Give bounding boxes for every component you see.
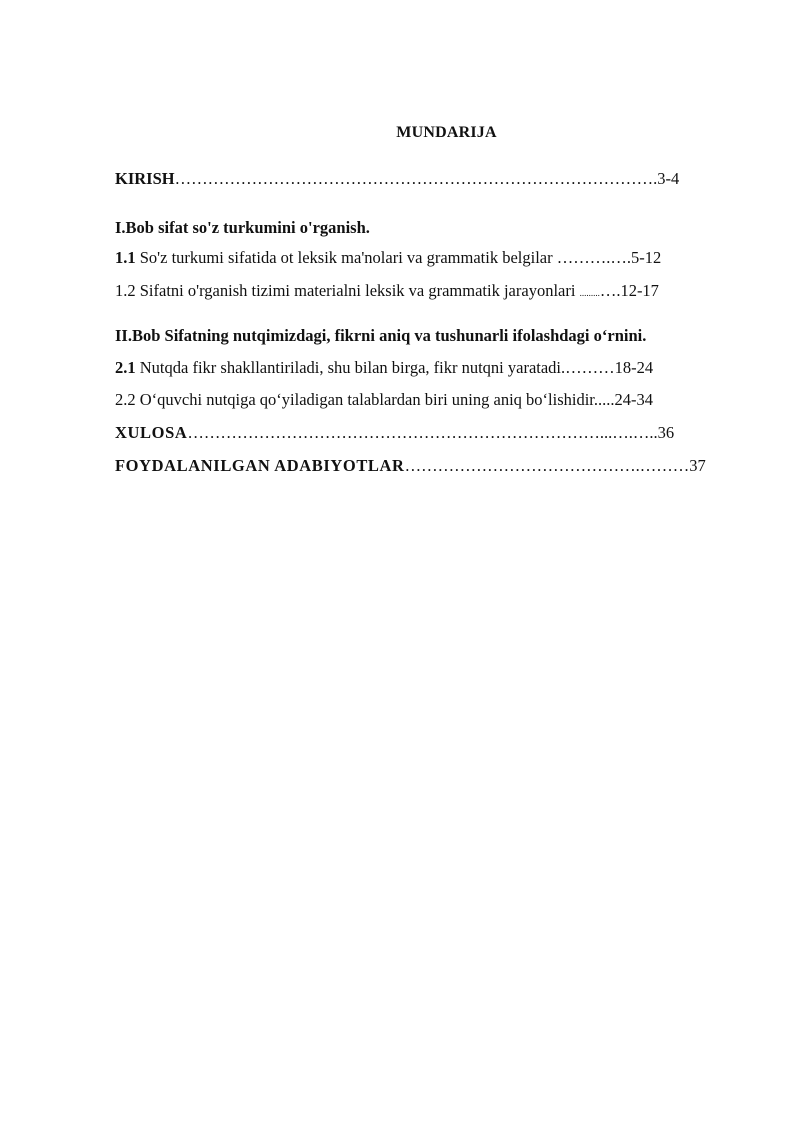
toc-leader-small: ......... (579, 288, 600, 298)
chapter-1-heading: I.Bob sifat so'z turkumini o'rganish. (115, 218, 370, 237)
section-title: So'z turkumi sifatida ot leksik ma'nolari va grammatik belgilar ……….…. (135, 248, 631, 267)
toc-leader: …………………………………………………………………...….….. (187, 423, 658, 442)
toc-entry-label: XULOSA (115, 423, 188, 442)
toc-page-range: 36 (657, 423, 675, 442)
toc-entry-2-2 (115, 390, 653, 410)
section-title: Nutqda fikr shakllantiriladi, shu bilan birga, fikr nutqni yaratadi.……… (135, 358, 615, 377)
toc-entry-label: KIRISH (115, 169, 175, 188)
toc-entry-xulosa (115, 423, 674, 443)
section-title: 1.2 Sifatni o'rganish tizimi materialni leksik va grammatik jarayonlari (115, 281, 580, 300)
section-title: 2.2 O‘quvchi nutqiga qo‘yiladigan talablardan biri uning aniq bo‘lishidir..... (115, 390, 615, 409)
toc-page-range: 24-34 (614, 390, 653, 409)
toc-page-range: 18-24 (614, 358, 654, 377)
chapter-2-heading: II.Bob Sifatning nutqimizdagi, fikrni aniq va tushunarli ifolashdagi o‘rnini. (115, 326, 647, 345)
toc-page-range: 37 (689, 456, 706, 475)
toc-leader: …………………………………….……… (404, 456, 690, 475)
toc-leader: ……………………………………………………………………………. (174, 169, 658, 188)
section-number: 2.1 (115, 358, 136, 377)
toc-entry-1-1 (115, 248, 661, 268)
toc-page-range: 5-12 (630, 248, 662, 267)
section-number: 1.1 (115, 248, 136, 267)
toc-page-range: 3-4 (657, 169, 680, 188)
toc-entry-1-2 (115, 281, 659, 303)
toc-entry-adabiyotlar (115, 456, 706, 476)
toc-entry-2-1 (115, 358, 653, 378)
toc-entry-label: FOYDALANILGAN ADABIYOTLAR (115, 456, 405, 475)
toc-leader: …. (599, 281, 621, 300)
toc-entry-kirish (115, 169, 679, 189)
toc-title: MUNDARIJA (396, 124, 497, 141)
toc-page-range: 12-17 (620, 281, 659, 300)
